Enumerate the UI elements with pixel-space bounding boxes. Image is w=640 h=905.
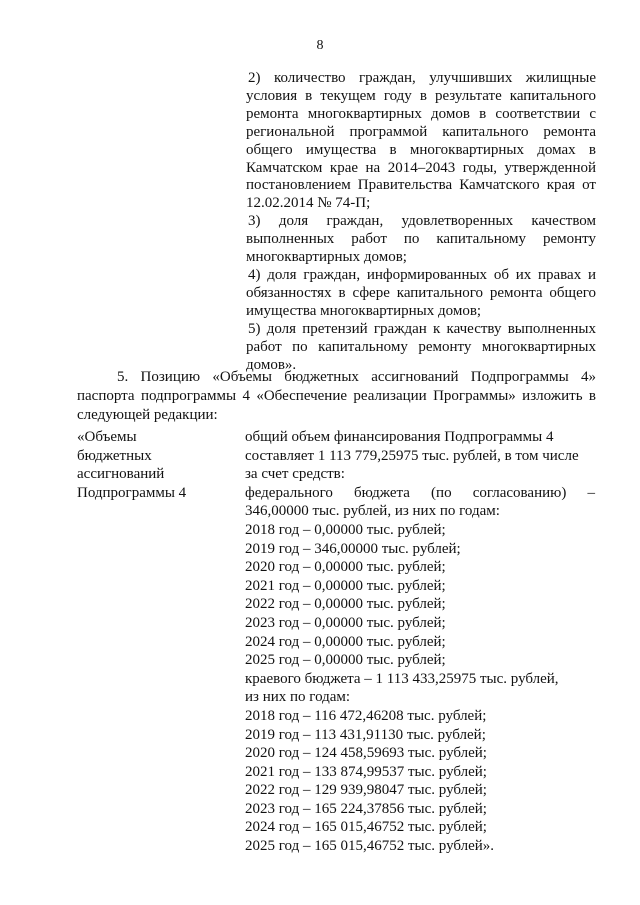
federal-year-line: 2019 год – 346,00000 тыс. рублей;: [245, 540, 461, 557]
position-value: [245, 428, 595, 856]
regional-year-line: 2020 год – 124 458,59693 тыс. рублей;: [245, 745, 487, 762]
indicator-item: 4) доля граждан, информированных об их правах и обязанностях в сфере капитального ремонта общего имущества многоквартирных домов;: [246, 266, 596, 319]
page-number: 8: [316, 38, 324, 53]
indicator-item: 2) количество граждан, улучшивших жилищные условия в текущем году в результате капитального ремонта многоквартирных домов в соответствии с региональной программой капитального ремонта общего имущества в многоквартирных домах в Камчатском крае на 2014–2043 годы, утвержденной постановлением Правительства Камчатского края от 12.02.2014 № 74-П;: [246, 70, 596, 212]
indicator-item: 3) доля граждан, удовлетворенных качеством выполненных работ по капитальному ремонту многоквартирных домов;: [246, 213, 596, 266]
label-line: Подпрограммы 4: [77, 484, 187, 501]
federal-word: согласованию): [472, 484, 567, 501]
federal-budget-line: 346,00000 тыс. рублей, из них по годам:: [245, 503, 500, 520]
indicator-list: [246, 70, 596, 374]
federal-word: (по: [431, 484, 452, 501]
total-funding-line: составляет 1 113 779,25975 тыс. рублей, в том числе: [245, 447, 579, 464]
position-label: [77, 428, 207, 502]
regional-year-line: 2021 год – 133 874,99537 тыс. рублей;: [245, 763, 487, 780]
regional-budget-line: из них по годам:: [245, 689, 351, 706]
label-line: ассигнований: [77, 466, 165, 483]
regional-year-line: 2023 год – 165 224,37856 тыс. рублей;: [245, 800, 487, 817]
federal-word: федерального: [245, 484, 333, 501]
federal-year-line: 2020 год – 0,00000 тыс. рублей;: [245, 559, 446, 576]
regional-year-line: 2019 год – 113 431,91130 тыс. рублей;: [245, 726, 486, 743]
federal-word: бюджета: [354, 484, 410, 501]
federal-word: –: [587, 484, 595, 501]
federal-year-line: 2018 год – 0,00000 тыс. рублей;: [245, 521, 446, 538]
regional-year-line: 2022 год – 129 939,98047 тыс. рублей;: [245, 782, 487, 799]
amendment-clause: [77, 368, 596, 425]
indicator-item: 5) доля претензий граждан к качеству выполненных работ по капитальному ремонту многоквартирных домов».: [246, 320, 596, 373]
federal-year-line: 2022 год – 0,00000 тыс. рублей;: [245, 596, 446, 613]
federal-year-line: 2021 год – 0,00000 тыс. рублей;: [245, 577, 446, 594]
label-line: «Объемы бюджетных: [77, 429, 152, 464]
total-funding-line: за счет средств:: [245, 466, 345, 483]
regional-year-line: 2024 год – 165 015,46752 тыс. рублей;: [245, 819, 487, 836]
federal-year-line: 2024 год – 0,00000 тыс. рублей;: [245, 633, 446, 650]
regional-year-line: 2025 год – 165 015,46752 тыс. рублей».: [245, 838, 495, 855]
total-funding-line: общий объем финансирования Подпрограммы 4: [245, 429, 554, 445]
federal-budget-line: [245, 484, 595, 503]
clause-text: 5. Позицию «Объемы бюджетных ассигнований Подпрограммы 4» паспорта подпрограммы 4 «Обеспечение реализации Программы» изложить в следующей редакции:: [77, 369, 596, 423]
regional-year-line: 2018 год – 116 472,46208 тыс. рублей;: [245, 707, 487, 724]
federal-year-line: 2023 год – 0,00000 тыс. рублей;: [245, 614, 446, 631]
federal-year-line: 2025 год – 0,00000 тыс. рублей;: [245, 652, 446, 669]
regional-budget-line: краевого бюджета – 1 113 433,25975 тыс. рублей,: [245, 670, 559, 687]
